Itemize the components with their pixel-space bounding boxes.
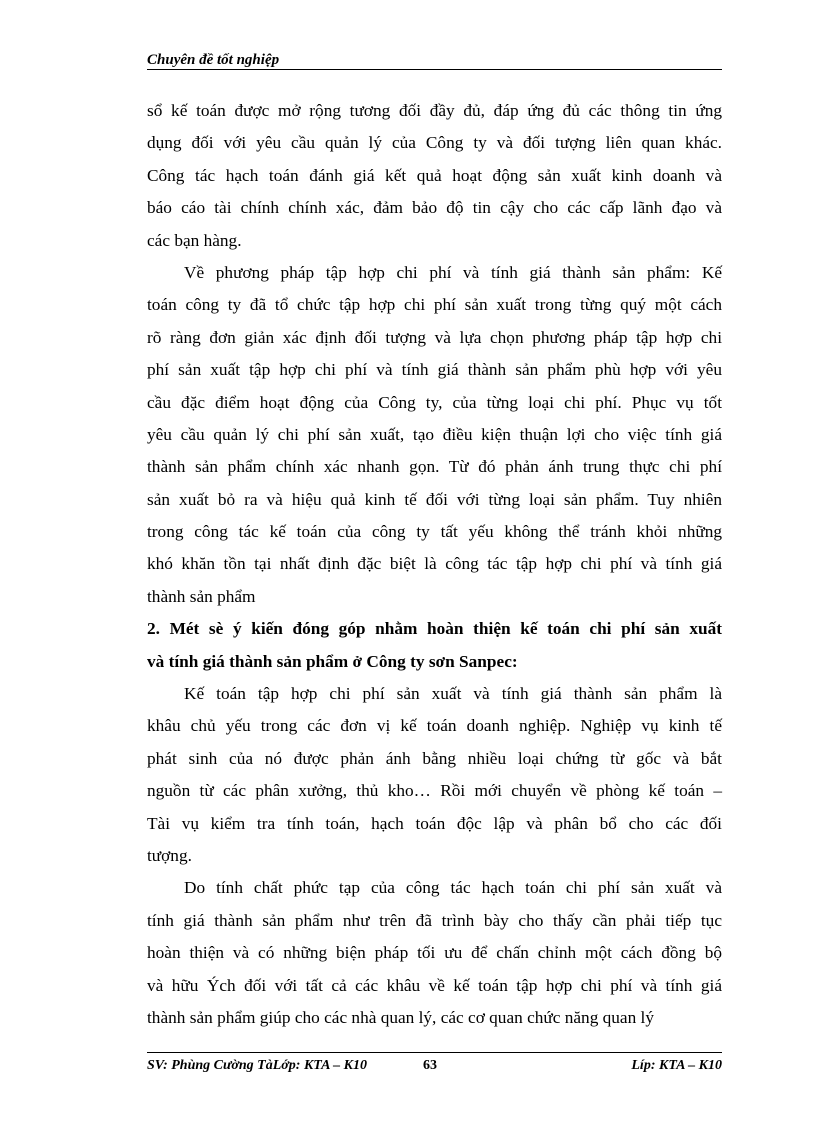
- body-line: thành sản phẩm chính xác nhanh gọn. Từ đó phản ánh trung thực chi phí: [147, 457, 722, 477]
- body-line: sản xuất bỏ ra và hiệu quả kinh tế đối với từng loại sản phẩm. Tuy nhiên: [147, 489, 722, 509]
- body-line: các bạn hàng.: [147, 230, 242, 250]
- body-line: phí sản xuất tập hợp chi phí và tính giá thành sản phẩm phù hợp với yêu: [147, 360, 722, 380]
- body-line: toán công ty đã tổ chức tập hợp chi phí sản xuất trong từng quý một cách: [147, 295, 722, 315]
- body-line: nguồn từ các phân xưởng, thủ kho… Rồi mới chuyển về phòng kế toán –: [147, 781, 722, 801]
- body-line: trong công tác kế toán của công ty tất yếu không thể tránh khỏi những: [147, 522, 722, 542]
- section-heading: 2. Mét sè ý kiến đóng góp nhằm hoàn thiện kế toán chi phí sản xuất: [147, 619, 722, 639]
- body-line: hoàn thiện và có những biện pháp tối ưu để chấn chỉnh một cách đồng bộ: [147, 943, 722, 963]
- body-line: thành sản phẩm: [147, 586, 256, 606]
- body-line: thành sản phẩm giúp cho các nhà quan lý, các cơ quan chức năng quan lý: [147, 1007, 655, 1027]
- body-line: khâu chủ yếu trong các đơn vị kế toán doanh nghiệp. Nghiệp vụ kinh tế: [147, 716, 722, 736]
- body-line: cầu đặc điểm hoạt động của Công ty, của từng loại chi phí. Phục vụ tốt: [147, 392, 722, 412]
- page-footer: [147, 1058, 722, 1078]
- body-line: Về phương pháp tập hợp chi phí và tính giá thành sản phẩm: Kế: [184, 262, 722, 282]
- document-body: [147, 95, 722, 1034]
- body-line: Tài vụ kiểm tra tính toán, hạch toán độc lập và phân bổ cho các đối: [147, 813, 722, 833]
- header-divider: [147, 69, 722, 70]
- body-line: yêu cầu quản lý chi phí sản xuất, tạo điều kiện thuận lợi cho việc tính giá: [147, 424, 722, 444]
- body-line: tính giá thành sản phẩm như trên đã trình bày cho thấy cần phải tiếp tục: [147, 910, 722, 930]
- page-header-title: Chuyên đề tốt nghiệp: [147, 52, 280, 68]
- body-line: và hữu Ých đối với tất cả các khâu về kế toán tập hợp chi phí và tính giá: [147, 975, 722, 995]
- body-line: khó khăn tồn tại nhất định đặc biệt là công tác tập hợp chi phí và tính giá: [147, 554, 722, 574]
- body-line: phát sinh của nó được phản ánh bằng nhiều loại chứng từ gốc và bắt: [147, 748, 722, 768]
- page-number: 63: [423, 1058, 437, 1073]
- footer-student-info: SV: Phùng Cường TàLớp: KTA – K10: [147, 1058, 367, 1073]
- body-line: Công tác hạch toán đánh giá kết quả hoạt động sản xuất kinh doanh và: [147, 165, 722, 185]
- footer-divider: [147, 1052, 722, 1053]
- body-line: báo cáo tài chính chính xác, đảm bảo độ tin cậy cho các cấp lãnh đạo và: [147, 198, 722, 218]
- body-line: Kế toán tập hợp chi phí sản xuất và tính giá thành sản phẩm là: [184, 684, 722, 704]
- body-line: dụng đối với yêu cầu quản lý của Công ty và đối tượng liên quan khác.: [147, 133, 722, 153]
- body-line: tượng.: [147, 845, 192, 865]
- section-heading: và tính giá thành sản phẩm ở Công ty sơn Sanpec:: [147, 651, 518, 671]
- body-line: sổ kế toán được mở rộng tương đối đầy đủ, đáp ứng đủ các thông tin ứng: [147, 101, 722, 120]
- footer-class-info: Líp: KTA – K10: [631, 1058, 722, 1073]
- body-line: Do tính chất phức tạp của công tác hạch toán chi phí sản xuất và: [184, 878, 722, 898]
- body-line: rõ ràng đơn giản xác định đối tượng và lựa chọn phương pháp tập hợp chi: [147, 327, 722, 347]
